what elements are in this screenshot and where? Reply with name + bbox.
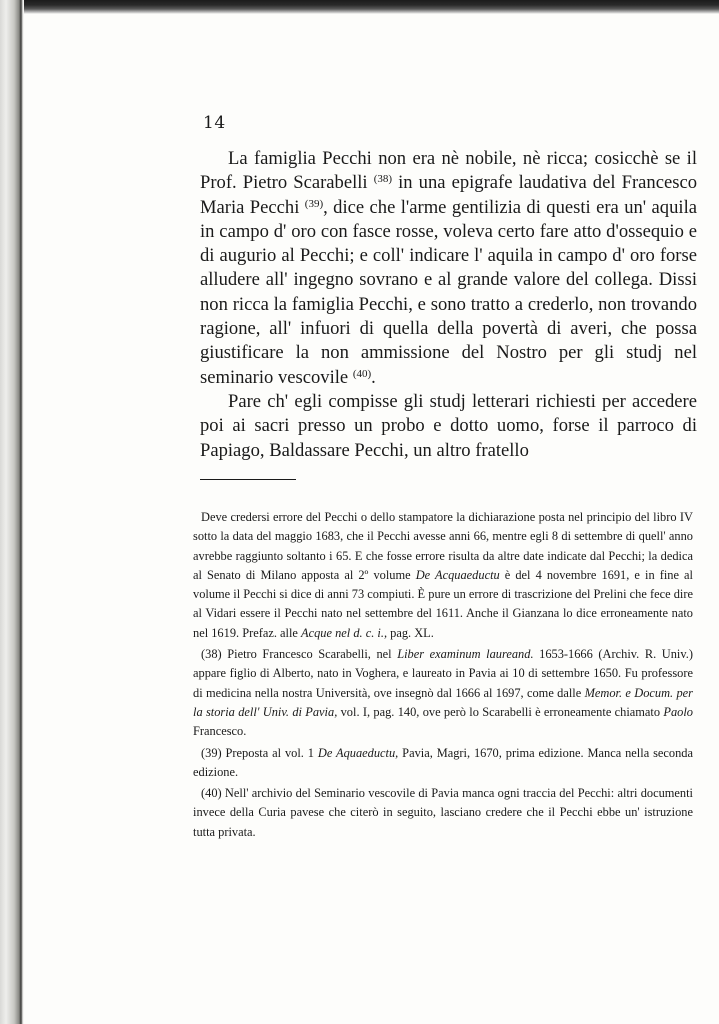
footnote-continued-text-b: è del 4 novembre 1691, e in fine al volume il Pecchi si dice di anni 73 compiuti. È pure un errore di trascrizione del Prelini che fece dire al Vidari essere il Pecchi nato nel settembre del 1611. Anche il Gianzana lo dice erroneamente nato nel 1619. Prefaz. alle [193, 567, 693, 640]
footnote-38-title: Liber examinum laureand. [397, 647, 534, 662]
footnotes [193, 508, 693, 842]
page-binding-edge [0, 0, 24, 1024]
footnote-38-title-2: Memor. e Docum. per la storia dell' Univ. di Pavia, [193, 685, 693, 719]
paragraph-1-text-d: . [371, 366, 376, 388]
footnote-40: (40) Nell' archivio del Seminario vescovile di Pavia manca ogni traccia del Pecchi: altri documenti invece della Curia pavese che citerò in seguito, lasciano credere che il Pecchi ebbe un' istruzione tutta privata. [193, 786, 693, 839]
footnote-39-title: De Aquaeductu, [317, 745, 399, 760]
footnote-ref-39: (39) [304, 197, 324, 210]
footnote-continued-text-c: pag. XL. [387, 625, 434, 640]
footnote-38-text-b: 1653-1666 (Archiv. R. Univ.) appare figlio di Alberto, nato in Voghera, e laureato in Pavia ai 10 di settembre 1650. Fu professore di medicina nella nostra Università, ove insegnò dal 1666 al 1697, come dalle [193, 647, 693, 700]
footnote-39-text-a: (39) Preposta al vol. 1 [201, 745, 318, 760]
footnote-continued-title-2: Acque nel d. c. i., [301, 625, 388, 640]
footnote-ref-40: (40) [352, 367, 372, 380]
footnote-ref-38: (38) [373, 173, 393, 186]
footnote-continued [193, 508, 693, 643]
footnote-38 [193, 645, 693, 741]
footnote-38-text-c: vol. I, pag. 140, ove però lo Scarabelli è erroneamente chiamato [337, 704, 664, 719]
main-text [200, 147, 697, 463]
paragraph-1-text-b: in una epigrafe laudativa del Francesco Maria Pecchi [200, 172, 697, 218]
paragraph-2: Pare ch' egli compisse gli studj letterari richiesti per accedere poi ai sacri presso un probo e dotto uomo, forse il parroco di Papiago, Baldassare Pecchi, un altro fratello [200, 390, 697, 461]
footnote-continued-title: De Acquaeductu [415, 567, 500, 582]
paragraph-1 [200, 147, 697, 390]
page-top-border [0, 0, 719, 14]
paragraph-1-text-c: , dice che l'arme gentilizia di questi era un' aquila in campo d' oro con fasce rosse, voleva certo fare atto d'ossequio e di augurio al Pecchi; e coll' indicare l' aquila in campo d' oro forse alludere all' ingegno sovrano e al grande valore del collega. Dissi non ricca la famiglia Pecchi, e sono tratto a crederlo, non trovando ragione, all' infuori di quella della povertà di averi, che possa giustificare la non ammissione del Nostro per gli studj nel seminario vescovile [200, 196, 697, 388]
page-number: 14 [203, 113, 226, 133]
footnote-38-name: Paolo [663, 704, 693, 719]
paragraph-1-text-a: La famiglia Pecchi non era nè nobile, nè ricca; cosicchè se il Prof. Pietro Scarabelli [200, 148, 697, 194]
footnote-39 [193, 744, 693, 783]
footnote-continued-text-a: Deve credersi errore del Pecchi o dello stampatore la dichiarazione posta nel principio del libro IV sotto la data del maggio 1683, che il Pecchi avesse anni 66, mentre egli 8 di settembre di quell' anno avrebbe raggiunto soltanto i 65. E che fosse errore risulta da altre date indicate dal Pecchi; la dedica al Senato di Milano apposta al 2º volume [193, 510, 693, 582]
footnote-38-text-d: Francesco. [193, 724, 247, 739]
footnote-38-text-a: (38) Pietro Francesco Scarabelli, nel [201, 647, 398, 662]
footnote-39-text-b: Pavia, Magri, 1670, prima edizione. Manca nella seconda edizione. [193, 745, 693, 779]
footnote-separator [200, 479, 296, 480]
